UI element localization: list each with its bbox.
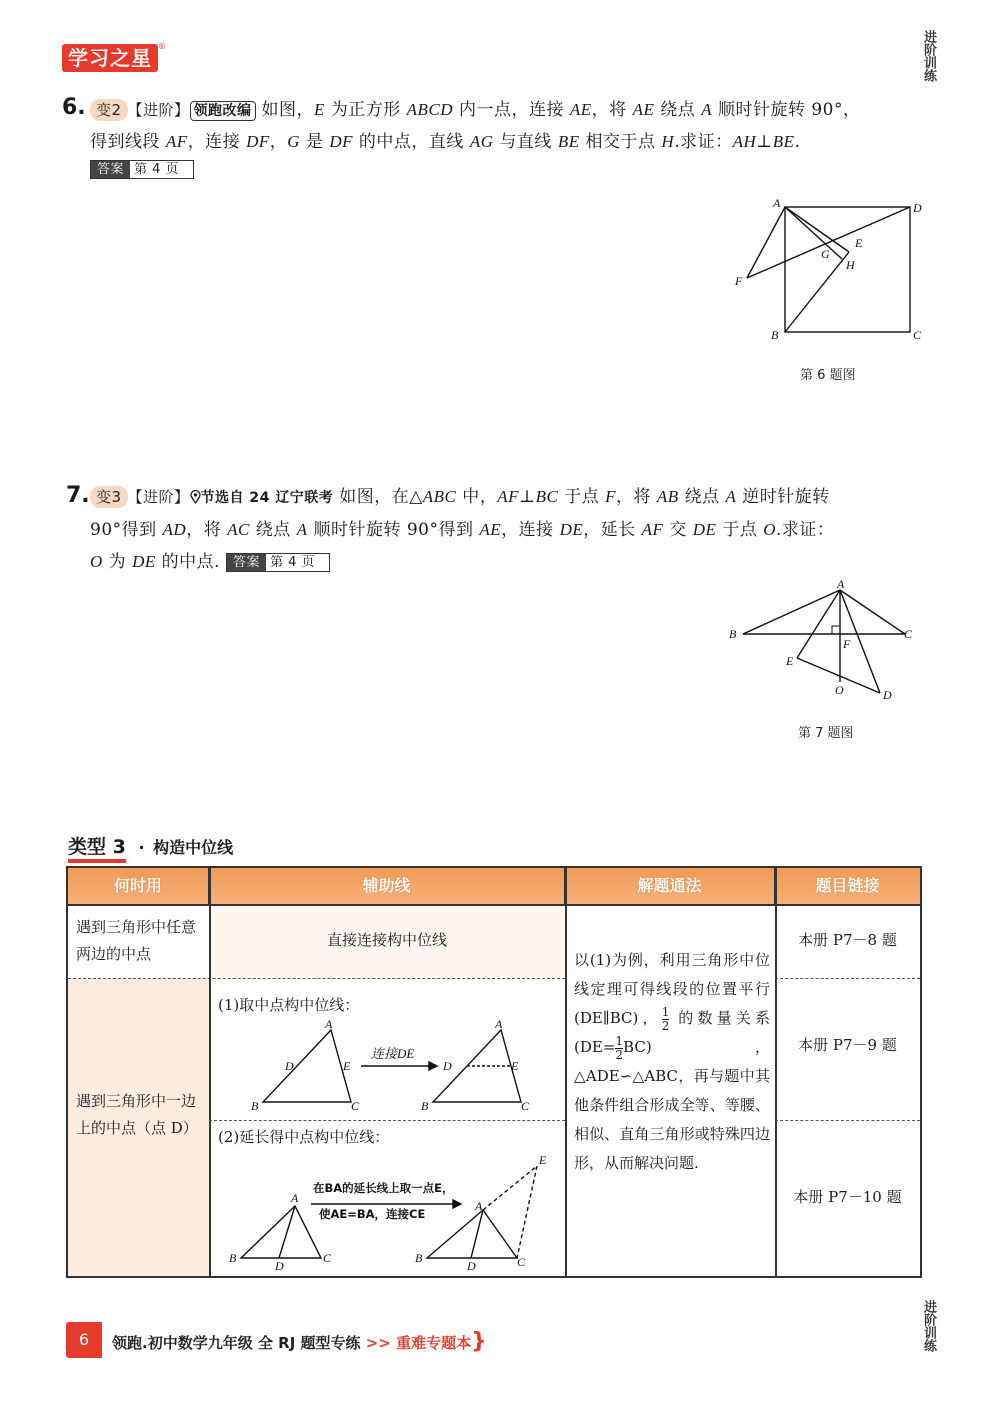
answer-page: 第 4 页 [134,162,180,177]
method-part: 的数量关系 [669,1009,770,1027]
text: 内一点，连接 [453,100,570,120]
figure-6-caption: 第 6 题图 [800,368,856,383]
label-f: F [843,637,851,651]
arrow-label-line2: 使AE=BA，连接CE [319,1207,426,1221]
var: BE [772,132,795,151]
method-part: (DE∥BC) [574,1009,639,1027]
method-part: ， [638,1009,662,1027]
var: A [725,487,737,506]
answer-key: 答案 [227,554,266,571]
type-title: 构造中位线 [153,838,234,857]
label-c: C [323,1251,332,1265]
source-tag: 领跑改编 [190,101,256,121]
var: A [701,100,713,119]
brand-logo: 学习之星 [62,44,158,72]
side-tab-bottom: 进阶训练 [921,1300,936,1352]
row-divider [68,978,565,979]
segment-ah [785,207,842,259]
answer-link[interactable] [90,160,194,179]
triangle-abc [263,1030,351,1102]
text: 如图， [261,100,314,120]
var: H [661,132,675,151]
var: DE [559,520,584,539]
text: .求证： [776,520,835,540]
text: 与直线 [493,132,558,152]
when-row1: 遇到三角形中任意两边的中点 [76,918,197,963]
label-a: A [837,578,845,591]
text: 顺时针旋转 90°得到 [307,520,480,540]
aux-row1: 直接连接构中位线 [326,931,447,949]
page-number: 6 [66,1322,102,1358]
label-b: B [729,627,737,641]
text: 中， [456,487,498,507]
text: 的中点，直线 [353,132,470,152]
text: 相交于点 [579,132,662,152]
var: AE [632,100,655,119]
text: 交 [663,520,693,540]
label-g: G [821,247,830,261]
header-method: 解题通法 [565,868,775,904]
arrow-label-line1: 在BA的延长线上取一点E， [313,1181,454,1195]
var: F [605,487,617,506]
label-d: D [443,1059,452,1073]
method-part: BC) [623,1038,652,1056]
segment-be [785,252,849,332]
method-table [66,866,922,1278]
text: ，将 [186,520,228,540]
text: 逆时针旋转 [736,487,830,507]
text: ，连接 [187,132,247,152]
divider [68,904,920,906]
label-e: E [855,236,863,250]
text: ，延长 [583,520,642,540]
var: DE [132,552,156,571]
label-a: A [773,196,781,210]
text: 为正方形 [324,100,407,120]
text: 为 [102,552,133,572]
type-label: 类型 3 [68,836,126,863]
registered-mark: ® [158,42,166,51]
text: 的中点. [155,552,221,572]
var: BC [535,487,559,506]
problem-number: 6. [62,95,86,120]
text: ⊥ [756,132,773,152]
side-tab-top: 进阶训练 [921,30,936,82]
text: 顺时针旋转 90°， [712,100,861,120]
denominator: 2 [615,1047,624,1062]
label-d: D [285,1059,294,1073]
label-f: F [735,274,743,288]
var: DE [692,520,717,539]
problem-number: 7. [66,483,90,508]
divider [565,868,567,1276]
text: ， [269,132,288,152]
var: DF [246,132,270,151]
text: 于点 [558,487,606,507]
label-c: C [351,1099,360,1113]
var: A [296,520,308,539]
link-p7-8[interactable]: 本册 P7－8 题 [798,931,897,949]
arrow-head-icon [429,1062,437,1070]
label-o: O [835,683,844,697]
method-part: ， [651,1038,770,1056]
var: DF [329,132,354,151]
label-c: C [521,1099,530,1113]
label-h: H [846,258,855,272]
label-e: E [539,1153,547,1167]
book-title: 领跑.初中数学九年级 全 RJ 题型专练 [112,1334,361,1352]
arrow-head-icon [453,1200,461,1208]
segment-ae [785,207,849,252]
text: ，将 [591,100,633,120]
text: .求证： [674,132,733,152]
text: ，将 [616,487,657,507]
arrows: >> [365,1334,391,1352]
var: AE [479,520,502,539]
label-c: C [517,1255,526,1269]
var: AD [162,520,187,539]
row-divider [775,978,920,979]
triangle-abc-2 [427,1210,517,1258]
label-a: A [475,1199,483,1213]
series-title: 重难专题本 [396,1334,472,1352]
link-p7-10[interactable]: 本册 P7－10 题 [793,1188,902,1206]
answer-link[interactable] [226,553,330,572]
level-label: 【进阶】 [127,488,190,506]
numerator: 1 [615,1033,624,1048]
segment-af [747,207,785,278]
text: 绕点 [678,487,726,507]
label-e: E [786,654,794,668]
segment-ac [840,590,905,634]
right-angle-mark [832,626,840,634]
variant-badge: 变2 [90,99,128,121]
text: 是 [300,132,330,152]
answer-page: 第 4 页 [270,555,316,570]
brace: } [471,1329,487,1354]
method-part: 以(1)为例，利用三角形中位线定理可得线段的位置平行 [574,951,770,998]
text: ⊥ [519,487,536,507]
level-label: 【进阶】 [127,101,190,119]
label-a: A [495,1018,503,1031]
problem-6 [62,95,86,120]
median-ad-2 [471,1210,483,1258]
source-label: 节选自 24 辽宁联考 [200,490,334,506]
footer-title [112,1329,487,1354]
variant-badge: 变3 [90,486,128,508]
problem-7-text [90,481,930,578]
aux-row2b: (2)延长得中点构中位线： [218,1128,390,1146]
var: E [313,100,325,119]
var: AF [165,132,188,151]
section-heading [68,832,233,859]
text: 于点 [716,520,764,540]
var: AH [732,132,757,151]
figure-7 [725,578,925,708]
label-e: E [343,1059,351,1073]
text: 绕点 [654,100,702,120]
var: O [90,552,103,571]
method-text [574,946,770,1178]
var: ABCD [406,100,454,119]
link-p7-9[interactable]: 本册 P7－9 题 [798,1036,897,1054]
label-b: B [415,1251,423,1265]
label-b: B [771,328,779,342]
label-d: D [275,1259,284,1270]
label-d: D [883,688,892,702]
label-a: A [325,1018,333,1031]
problem-7 [66,483,90,508]
fraction-half [615,1035,623,1062]
label-e: E [511,1059,519,1073]
var: AG [469,132,494,151]
row-divider [209,1120,565,1121]
var: BE [557,132,580,151]
row-divider [775,1120,920,1121]
label-c: C [913,328,922,342]
when-row2: 遇到三角形中一边上的中点（点 D） [76,1092,198,1137]
var: AF [497,487,520,506]
aux-row2a: (1)取中点构中位线： [218,996,360,1014]
segment-df [747,207,910,278]
var: AE [569,100,592,119]
label-c: C [904,627,913,641]
var: G [287,132,301,151]
label-d: D [467,1259,476,1270]
denominator: 2 [661,1018,670,1033]
var: O [763,520,777,539]
figure-7-caption: 第 7 题图 [798,726,854,741]
var: ABC [422,487,457,506]
label-b: B [251,1099,259,1113]
text: ，连接 [501,520,560,540]
text: 90°得到 [90,520,163,540]
label-a: A [291,1191,299,1205]
method-part: (DE= [574,1038,616,1056]
answer-key: 答案 [91,161,130,178]
text: 得到线段 [90,132,166,152]
segment-ce [517,1166,537,1258]
figure-6 [725,195,930,345]
text: 如图，在△ [339,487,423,507]
var: AC [227,520,250,539]
header-when: 何时用 [68,868,209,904]
numerator: 1 [661,1004,670,1019]
header-aux: 辅助线 [209,868,565,904]
label-d: D [913,201,922,215]
method-part: △ADE∽△ABC，再与题中其他条件组合形成全等、等腰、相似、直角三角形或特殊四边形，从而解决问题. [574,1067,770,1172]
arrow-label: 连接DE [371,1046,415,1061]
figure-midline-1 [211,1018,563,1118]
header-link: 题目链接 [775,868,920,904]
figure-midline-2 [211,1150,563,1270]
text: 绕点 [249,520,297,540]
problem-6-text [90,94,930,180]
location-pin-icon [190,490,201,504]
type-dot: · [138,838,145,857]
text: . [794,132,801,152]
label-b: B [229,1251,237,1265]
label-b: B [421,1099,429,1113]
var: AB [656,487,679,506]
var: AF [641,520,664,539]
